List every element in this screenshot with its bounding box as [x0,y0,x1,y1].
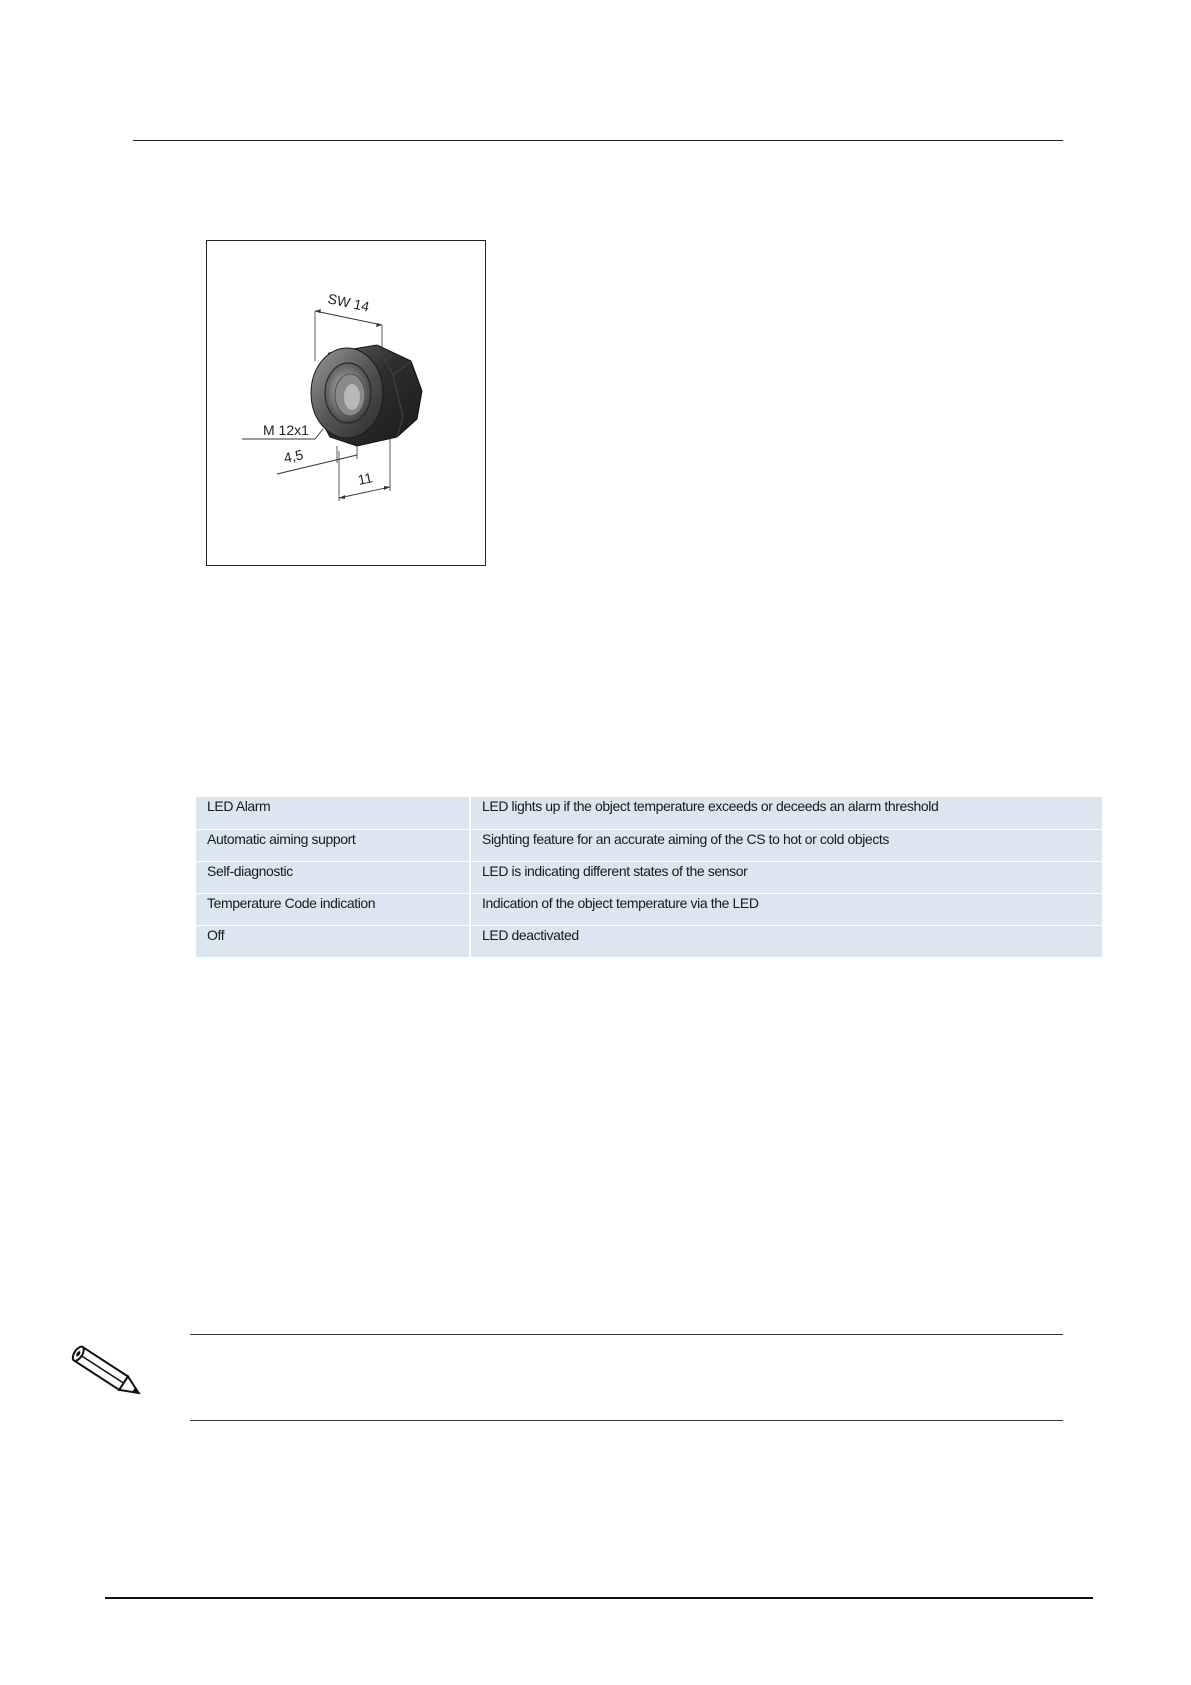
mounting-nut-drawing [207,241,487,567]
note-rule-top [190,1334,1063,1335]
led-mode-cell: Self-diagnostic [196,861,470,893]
led-mode-cell: Off [196,925,470,957]
led-function-table [196,797,1102,958]
led-description-cell: LED is indicating different states of the sensor [470,861,1102,893]
led-description-cell: Sighting feature for an accurate aiming of the CS to hot or cold objects [470,829,1102,861]
led-description-cell: LED deactivated [470,925,1102,957]
table-row [196,797,1102,829]
table-row [196,861,1102,893]
table-row [196,925,1102,957]
led-mode-cell: LED Alarm [196,797,470,829]
nut-body [311,345,422,446]
led-description-cell: Indication of the object temperature via the LED [470,893,1102,925]
dimension-thread-label: M 12x1 [263,422,309,438]
dimension-sw-label: SW 14 [326,290,371,315]
dimension-length-label: 11 [356,469,374,488]
dimension-thread [242,422,323,439]
led-mode-cell: Automatic aiming support [196,829,470,861]
table-row [196,829,1102,861]
dimension-offset [277,441,357,474]
pencil-icon [66,1340,156,1410]
table-row [196,893,1102,925]
dimension-offset-label: 4,5 [282,446,305,466]
note-rule-bottom [190,1420,1063,1421]
footer-rule [105,1597,1093,1599]
dimension-length [339,437,390,501]
mounting-nut-figure [206,240,486,566]
led-mode-cell: Temperature Code indication [196,893,470,925]
led-description-cell: LED lights up if the object temperature exceeds or deceeds an alarm threshold [470,797,1102,829]
header-rule [133,140,1063,141]
